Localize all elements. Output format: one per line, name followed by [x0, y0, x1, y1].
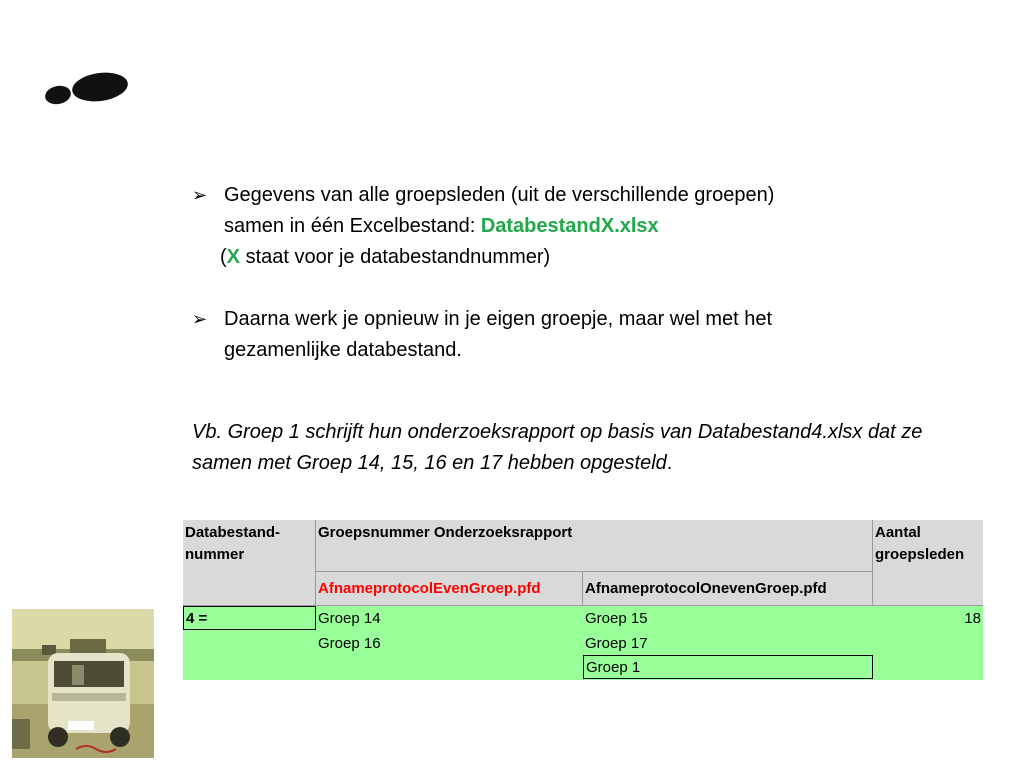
table-cell-odd: Groep 17	[585, 635, 648, 652]
header-databestand-nummer: Databestand-nummer	[183, 520, 316, 606]
header-groepsnummer: Groepsnummer Onderzoeksrapport	[316, 520, 873, 572]
table-cell-even: Groep 16	[318, 635, 381, 652]
subheader-odd-protocol: AfnameprotocolOnevenGroep.pfd	[583, 572, 873, 606]
note-text: staat voor je databestandnummer)	[240, 246, 551, 268]
campervan-photo	[12, 609, 154, 758]
note-x-highlight: X	[226, 246, 241, 268]
bullet-arrow-icon: ➢	[192, 185, 208, 205]
table-cell-nr: 4 =	[183, 606, 316, 630]
table-cell-odd: Groep 15	[585, 610, 648, 627]
bullet2-line1: Daarna werk je opnieuw in je eigen groepje, maar wel met het	[224, 308, 773, 330]
bullet1-line2: samen in één Excelbestand:	[224, 215, 481, 237]
footprint-icon	[40, 68, 132, 110]
spreadsheet-table	[183, 520, 983, 680]
note-open: (	[220, 246, 227, 268]
subheader-even-protocol: AfnameprotocolEvenGroep.pfd	[316, 572, 583, 606]
bullet1-line1: Gegevens van alle groepsleden (uit de verschillende groepen)	[224, 184, 775, 206]
table-cell-count: 18	[964, 610, 981, 627]
bullet2-line2: gezamenlijke databestand.	[224, 339, 462, 361]
bullet-item-1	[192, 180, 932, 242]
filename-highlight: DatabestandX.xlsx	[480, 215, 659, 237]
bullet-arrow-icon: ➢	[192, 309, 208, 329]
bullet1-note	[220, 242, 932, 273]
table-cell-even: Groep 14	[318, 610, 381, 627]
example-text: Vb. Groep 1 schrijft hun onderzoeksrapport op basis van Databestand4.xlsx dat ze samen met Groep 14, 15, 16 en 17 hebben opgesteld	[192, 421, 923, 474]
example-paragraph	[192, 417, 932, 479]
example-end: .	[666, 452, 673, 474]
slide-content	[192, 180, 932, 499]
bullet-item-2	[192, 304, 932, 366]
header-aantal-groepsleden: Aantal groepsleden	[873, 520, 983, 606]
table-cell-odd: Groep 1	[583, 655, 873, 679]
